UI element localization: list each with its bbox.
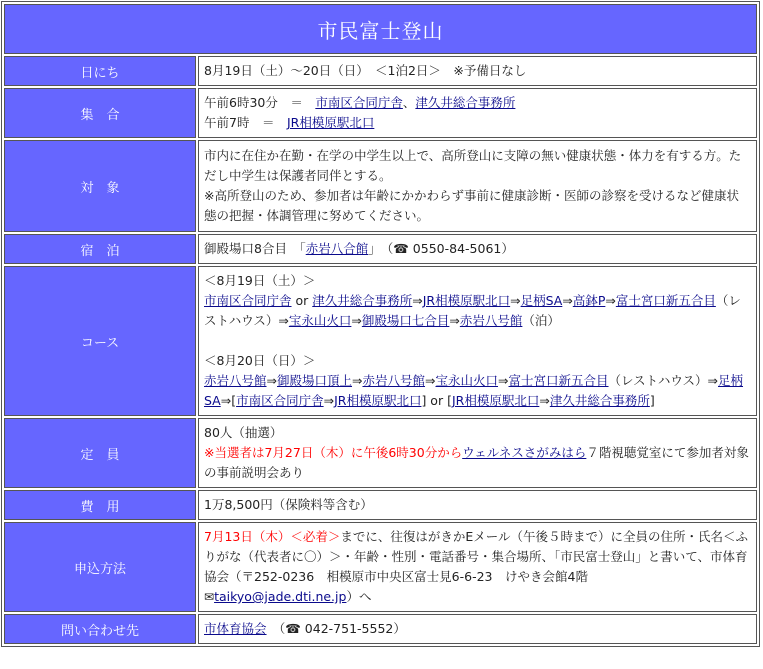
row-label-fee: 費 用 — [4, 490, 196, 520]
target-text-2: ※高所登山のため、参加者は年齢にかかわらず事前に健康診断・医師の診察を受けるなど健康状態の把握・体調管理に努めてください。 — [204, 188, 739, 223]
course-value — [198, 266, 757, 416]
row-label-course: コース — [4, 266, 196, 416]
row-label-capacity: 定 員 — [4, 418, 196, 488]
lodging-phone: （☎ 0550-84-5061） — [387, 241, 514, 256]
course-stop-link[interactable]: 御殿場口頂上 — [277, 373, 353, 388]
course-stop-link[interactable]: JR相模原駅北口 — [451, 393, 540, 408]
course-connector: ⇒ — [539, 393, 550, 408]
course-connector: （レストハウス）⇒ — [204, 293, 741, 328]
course-connector: （泊） — [522, 313, 560, 328]
apply-deadline: 7月13日（木）＜必着＞ — [204, 529, 341, 544]
course-day2-route — [204, 371, 751, 411]
course-connector: ⇒ — [425, 373, 436, 388]
lodging-value — [198, 234, 757, 264]
course-stop-link[interactable]: 足柄SA — [204, 373, 744, 408]
lodging-prefix: 御殿場口8合目 「 — [204, 241, 306, 256]
target-value — [198, 140, 757, 232]
course-connector: ⇒ — [266, 373, 277, 388]
target-text-1: 市内に在住か在勤・在学の中学生以上で、高所登山に支障の無い健康状態・体力を有する方。ただし中学生は保護者同伴とする。 — [204, 148, 742, 183]
link-minami-office[interactable]: 市南区合同庁舎 — [315, 95, 403, 110]
link-email[interactable]: taikyo@jade.dti.ne.jp — [214, 589, 347, 604]
page-title: 市民富士登山 — [4, 4, 757, 54]
course-connector: ⇒ — [498, 373, 509, 388]
course-stop-link[interactable]: 津久井総合事務所 — [312, 293, 413, 308]
apply-suffix: ）へ — [346, 589, 372, 604]
course-connector: ] — [649, 393, 655, 408]
gather-time-2: 午前7時 ＝ — [204, 115, 287, 130]
course-connector: ⇒ — [605, 293, 616, 308]
event-info-panel — [1, 1, 760, 647]
course-stop-link[interactable]: 赤岩八号館 — [362, 373, 426, 388]
course-connector: ⇒ — [323, 393, 335, 408]
course-day1-route — [204, 291, 751, 331]
course-connector: ⇒ — [510, 293, 521, 308]
course-connector: ] or [ — [421, 393, 452, 408]
course-stop-link[interactable]: 富士宮口新五合目 — [508, 373, 609, 388]
row-label-gather: 集 合 — [4, 88, 196, 138]
gather-time-1: 午前6時30分 ＝ — [204, 95, 316, 110]
course-stop-link[interactable]: 津久井総合事務所 — [549, 393, 650, 408]
course-stop-link[interactable]: 赤岩八号館 — [459, 313, 523, 328]
course-stop-link[interactable]: 御殿場口七合目 — [361, 313, 450, 328]
link-wellness-sagamihara[interactable]: ウェルネスさがみはら — [462, 445, 587, 460]
course-connector: ⇒ — [351, 313, 362, 328]
link-sagamihara-station[interactable]: JR相模原駅北口 — [286, 115, 375, 130]
capacity-count: 80人（抽選） — [204, 425, 283, 440]
row-label-apply: 申込方法 — [4, 522, 196, 612]
course-connector: ⇒ — [449, 313, 460, 328]
date-text: 8月19日（土）～20日（日） ＜1泊2日＞ ※予備日なし — [198, 56, 757, 86]
event-table — [1, 1, 760, 647]
envelope-icon: ✉ — [204, 590, 215, 604]
gather-sep: 、 — [402, 95, 416, 110]
contact-value — [198, 614, 757, 644]
course-connector: ⇒ — [562, 293, 573, 308]
capacity-notice-rest: ７階視聴覚室にて参加者対象の事前説明会あり — [204, 445, 749, 480]
course-day1-header: ＜8月19日（土）＞ — [204, 273, 316, 288]
fee-text: 1万8,500円（保険料等含む） — [198, 490, 757, 520]
capacity-notice: ※当選者は7月27日（木）に午後6時30分から — [204, 445, 463, 460]
row-label-target: 対 象 — [4, 140, 196, 232]
course-stop-link[interactable]: 市南区合同庁舎 — [204, 293, 292, 308]
course-stop-link[interactable]: 宝永山火口 — [435, 373, 499, 388]
link-sports-association[interactable]: 市体育協会 — [204, 621, 267, 636]
course-connector: ⇒ — [352, 373, 363, 388]
course-stop-link[interactable]: 足柄SA — [520, 293, 563, 308]
gather-value — [198, 88, 757, 138]
apply-text: までに、往復はがきかEメール（午後５時まで）に全員の住所・氏名＜ふりがな（代表者に〇）＞・年齢・性別・電話番号・集合場所、「市民富士登山」と書いて、市体育協会（〒252-0236 相模原市中央区富士見6-6-23 けやき会館4階 — [204, 529, 749, 584]
course-day2-header: ＜8月20日（日）＞ — [204, 353, 316, 368]
course-stop-link[interactable]: JR相模原駅北口 — [334, 393, 422, 408]
course-stop-link[interactable]: 富士宮口新五合目 — [615, 293, 716, 308]
course-connector: （レストハウス）⇒ — [608, 373, 718, 388]
link-tsukui-office[interactable]: 津久井総合事務所 — [415, 95, 516, 110]
contact-phone: （☎ 042-751-5552） — [266, 621, 406, 636]
course-stop-link[interactable]: 宝永山火口 — [288, 313, 352, 328]
row-label-lodging: 宿 泊 — [4, 234, 196, 264]
course-stop-link[interactable]: JR相模原駅北口 — [422, 293, 511, 308]
course-stop-link[interactable]: 市南区合同庁舎 — [236, 393, 324, 408]
lodging-suffix: 」 — [368, 241, 387, 256]
course-connector: ⇒ — [412, 293, 423, 308]
course-connector: or — [291, 293, 313, 308]
course-stop-link[interactable]: 高鉢P — [572, 293, 606, 308]
course-connector: ⇒[ — [220, 393, 237, 408]
link-akaiwa-hut[interactable]: 赤岩八合館 — [305, 241, 369, 256]
row-label-date: 日にち — [4, 56, 196, 86]
capacity-value — [198, 418, 757, 488]
row-label-contact: 問い合わせ先 — [4, 614, 196, 644]
course-stop-link[interactable]: 赤岩八号館 — [204, 373, 267, 388]
apply-value — [198, 522, 757, 612]
